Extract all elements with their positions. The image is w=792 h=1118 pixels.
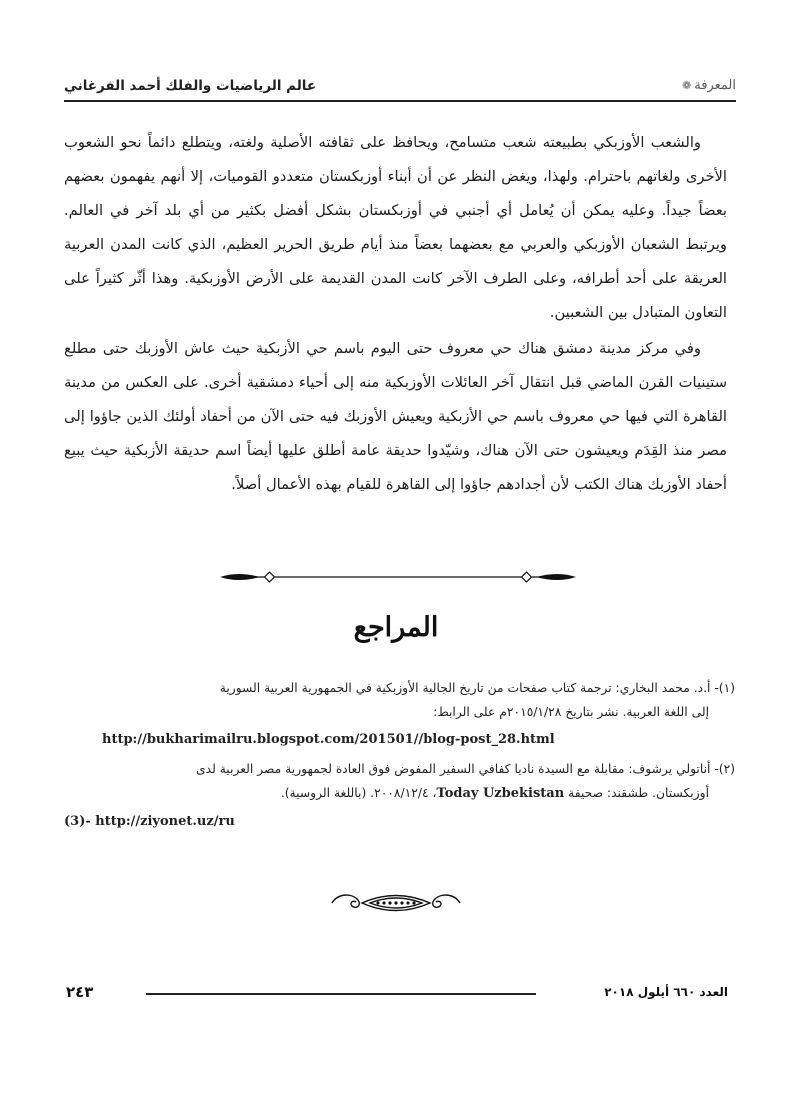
- references-list: [64, 676, 735, 829]
- header-rule: [64, 100, 736, 102]
- page-header: [64, 70, 736, 104]
- scroll-left-icon: [332, 895, 359, 907]
- reference-item: [64, 757, 735, 806]
- diamond-icon: [522, 572, 532, 582]
- reference-item: [64, 676, 735, 724]
- reference-text: ، ٢٠٠٨/١٢/٤. (باللغة الروسية).: [280, 786, 437, 800]
- end-ornament: [326, 888, 466, 918]
- ornament-icon: ❁: [682, 79, 692, 92]
- journal-logo: [682, 78, 736, 93]
- reference-text: (١)- أ.د. محمد البخاري: ترجمة كتاب صفحات من تاريخ الجالية الأوزبكية في الجمهورية العربية السورية: [219, 681, 735, 695]
- left-tip-icon: [220, 574, 260, 580]
- article-running-title: عالم الرياضيات والفلك أحمد الفرغاني: [64, 78, 317, 94]
- reference-text: (٢)- أناتولي يرشوف: مقابلة مع السيدة ناديا كفافي السفير المفوض فوق العادة لجمهورية مصر العربية لدى: [195, 762, 735, 776]
- reference-link[interactable]: (3)- http://ziyonet.uz/ru: [64, 814, 235, 829]
- issue-info: العدد ٦٦٠ أيلول ٢٠١٨: [604, 985, 728, 999]
- newspaper-name: Today Uzbekistan: [436, 786, 565, 801]
- scroll-right-icon: [433, 895, 460, 907]
- dots-icon: [376, 901, 415, 904]
- right-tip-icon: [536, 574, 576, 580]
- references-title: المراجع: [353, 612, 439, 643]
- paragraph: والشعب الأوزبكي بطبيعته شعب متسامح، ويحافظ على ثقافته الأصلية ولغته، ويتطلع دائماً نحو الشعوب الأخرى ولغاتهم باحترام. ولهذا، ويغض النظر عن أن أبناء أوزبكستان متعددو القوميات، إلا أنهم يفهمون بعضهم بعضاً جيداً. وعليه يمكن أن يُعامل أي أجنبي في أوزبكستان بشكل أفضل بكثير من أي بلد آخر في العالم. ويرتبط الشعبان الأوزبكي والعربي مع بعضهما بعضاً منذ أيام طريق الحرير العظيم، الذي كانت المدن العربية العريقة على أحد أطرافه، وعلى الطرف الآخر كانت المدن القديمة على الأرض الأوزبكية. وهذا أثّر كثيراً على التعاون المتبادل بين الشعبين.: [64, 134, 727, 321]
- article-body: [64, 126, 727, 502]
- reference-text-line: [64, 781, 735, 806]
- diamond-icon: [265, 572, 275, 582]
- journal-logo-text: المعرفة: [694, 78, 736, 93]
- reference-text: إلى اللغة العربية. نشر بتاريخ ٢٠١٥/١/٢٨م على الرابط:: [433, 705, 709, 719]
- page-number: ٢٤٣: [66, 983, 94, 1001]
- ornamental-divider: [218, 566, 578, 588]
- reference-link[interactable]: http://bukharimailru.blogspot.com/201501//blog-post_28.html: [102, 732, 555, 747]
- reference-text: أوزبكستان. طشقند: صحيفة: [568, 786, 709, 800]
- footer-rule: [146, 993, 536, 995]
- paragraph: وفي مركز مدينة دمشق هناك حي معروف حتى اليوم باسم حي الأزبكية حيث عاش الأوزبك حتى مطلع ستينيات القرن الماضي قبل انتقال آخر العائلات الأوزبكية منه إلى أحياء دمشقية أخرى. على العكس من مدينة القاهرة التي فيها حي معروف باسم حي الأزبكية ويعيش الأوزبك فيه حتى الآن من أحفاد أولئك الذين جاؤوا إلى مصر منذ القِدَم ويعيشون حتى الآن هناك، وشيّدوا حديقة عامة أطلق عليها أيضاً اسم حديقة الأزبكية حيث يبيع أحفاد الأوزبك هناك الكتب لأن أجدادهم جاؤوا إلى القاهرة للقيام بهذه الأعمال أصلاً.: [64, 340, 727, 493]
